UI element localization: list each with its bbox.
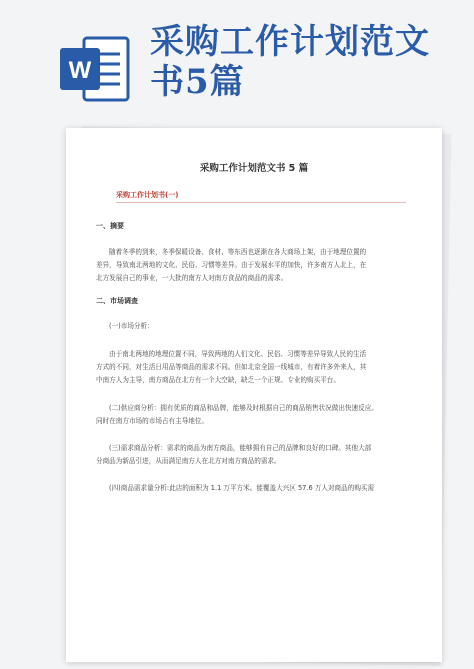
banner-title [150, 22, 450, 102]
supplier-line: 同时在南方市场的市场占有主导地位。 [96, 417, 209, 425]
supplier-line: (二)供应商分析：拥有优质的商品和品牌，能够及时根据自己的商品销售状况做出快速反应。 [109, 404, 378, 412]
demand-line: 分商品为新品引进，从而满足南方人在北方对南方商品的需求。 [96, 457, 281, 465]
supplier-paragraph [96, 402, 418, 428]
document-title: 采购工作计划范文书 5 篇 [199, 163, 309, 174]
section1-heading: 一、摘要 [96, 222, 124, 230]
word-icon-letter: W [68, 57, 92, 84]
document-page [66, 128, 442, 662]
market-line: 由于南北两地的地理位置不同，导致两地的人们文化、民俗、习惯等差异导致人民的生活 [109, 350, 367, 358]
demand-line: (三)需求商品分析：需求的商品为南方商品，能够拥有自己的品牌和良好的口碑。其他大部 [109, 444, 372, 452]
document-subtitle: 采购工作计划书(一) [116, 191, 179, 199]
word-document-icon [58, 32, 132, 106]
market-subheading: (一)市场分析： [109, 322, 154, 330]
section1-line: 北方发展自己的事业，一大批的南方人对南方食品的商品的需求。 [96, 274, 288, 282]
section1-line: 差异，导致南北两地的文化、民俗、习惯等差异。由于发展水平的加快，许多南方人北上，在 [96, 261, 367, 269]
market-line: 方式的不同，对生活日用品等商品的需求不同。但如北京全国一线城市，有着许多外来人，其 [96, 363, 367, 371]
quantity-paragraph [96, 482, 418, 495]
banner [0, 0, 474, 120]
section1-line: 随着冬季的到来，冬季保暖设备、食材、等东西也逐渐在各大商场上架，由于地理位置的 [109, 248, 367, 256]
section1-paragraph [96, 246, 418, 285]
section2-heading: 二、市场调查 [96, 297, 138, 305]
demand-paragraph [96, 442, 418, 468]
market-paragraph [96, 348, 418, 387]
subtitle-divider [116, 202, 406, 203]
banner-title-line2: 书5篇 [150, 62, 245, 102]
quantity-line: (四)商品需求量分析:此店的面积为 1.1 万平方米。能覆盖大兴区 57.6 万人对商品的购买需 [109, 484, 375, 492]
market-line: 中南方人为主导，南方商品在北方有一个大空缺，缺乏一个正规、专业的购买平台。 [96, 376, 340, 384]
banner-title-line1: 采购工作计划范文 [150, 22, 430, 62]
